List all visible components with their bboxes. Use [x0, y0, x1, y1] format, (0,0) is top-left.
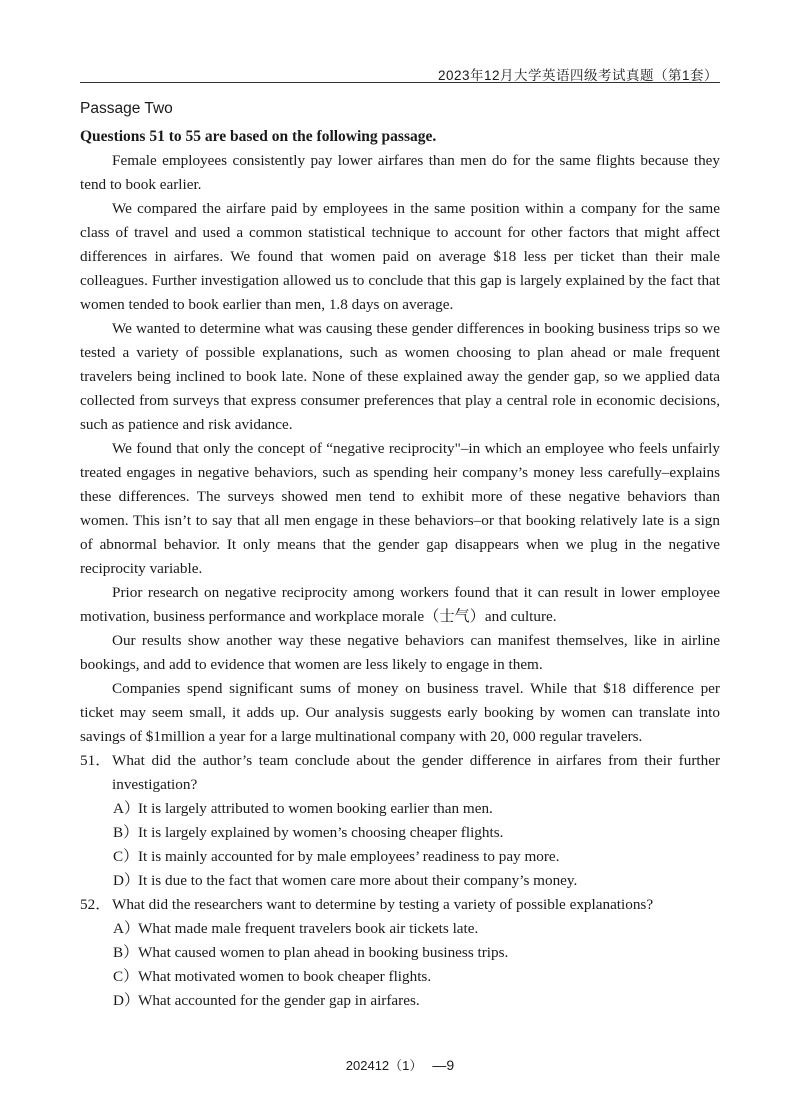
- option-letter: A）: [113, 920, 140, 937]
- question-text: What did the author’s team conclude about the gender difference in airfares from their further investigation?: [112, 752, 720, 793]
- answer-option: [80, 965, 720, 989]
- page-header: [80, 64, 720, 83]
- question-text: What did the researchers want to determine by testing a variety of possible explanations?: [112, 896, 654, 913]
- option-letter: B）: [113, 824, 139, 841]
- page-content: [80, 97, 720, 1013]
- passage-paragraph: Female employees consistently pay lower airfares than men do for the same flights because they tend to book earlier.: [80, 152, 720, 193]
- question-number: 51．: [80, 752, 111, 769]
- option-letter: C）: [113, 848, 139, 865]
- header-title: 2023年12月大学英语四级考试真题（第1套）: [437, 68, 718, 83]
- answer-option: [80, 917, 720, 941]
- answer-option: [80, 989, 720, 1013]
- option-letter: B）: [113, 944, 139, 961]
- passage-paragraph: Prior research on negative reciprocity among workers found that it can result in lower employee motivation, business performance and workplace morale（士气）and culture.: [80, 584, 720, 625]
- question-52: [80, 893, 720, 1013]
- option-letter: D）: [113, 872, 140, 889]
- passage-paragraph: We wanted to determine what was causing these gender differences in booking business trips so we tested a variety of possible explanations, such as women choosing to plan ahead or male frequent travelers being inclined to book late. None of these explained away the gender gap, so we applied data collected from surveys that express consumer preferences that play a central role in economic decisions, such as patience and risk avidance.: [80, 320, 720, 433]
- option-text: It is largely explained by women’s choosing cheaper flights.: [138, 824, 504, 841]
- passage-body: [80, 149, 720, 749]
- page-footer: [0, 1055, 800, 1074]
- question-stem: [80, 749, 720, 797]
- passage-paragraph: Our results show another way these negative behaviors can manifest themselves, like in airline bookings, and add to evidence that women are less likely to engage in them.: [80, 632, 720, 673]
- answer-option: [80, 845, 720, 869]
- option-text: What made male frequent travelers book air tickets late.: [138, 920, 479, 937]
- footer-code: 202412（1）: [345, 1058, 423, 1073]
- passage-paragraph: We found that only the concept of “negative reciprocity"–in which an employee who feels unfairly treated engages in negative behaviors, such as spending heir company’s money less carefully–explains these differences. The surveys showed men tend to exhibit more of these negative behaviors than women. This isn’t to say that all men engage in these behaviors–or that booking relatively late is a sign of abnormal behavior. It only means that the gender gap disappears when we plug in the negative reciprocity variable.: [80, 440, 720, 577]
- option-text: What motivated women to book cheaper flights.: [138, 968, 432, 985]
- question-number: 52．: [80, 896, 111, 913]
- passage-label: Passage Two: [80, 100, 173, 117]
- option-text: What accounted for the gender gap in airfares.: [138, 992, 420, 1009]
- passage-paragraph: We compared the airfare paid by employees in the same position within a company for the same class of travel and used a common statistical technique to account for other factors that might affect differences in airfares. We found that women paid on average $18 less per ticket than their male colleagues. Further investigation allowed us to conclude that this gap is largely explained by the fact that women tended to book earlier than men, 1.8 days on average.: [80, 200, 720, 313]
- passage-instruction: Questions 51 to 55 are based on the following passage.: [80, 128, 437, 145]
- option-letter: C）: [113, 968, 139, 985]
- option-letter: A）: [113, 800, 140, 817]
- answer-option: [80, 797, 720, 821]
- answer-option: [80, 821, 720, 845]
- passage-paragraph: Companies spend significant sums of money on business travel. While that $18 difference per ticket may seem small, it adds up. Our analysis suggests early booking by women can translate into savings of $1million a year for a large multinational company with 20, 000 regular travelers.: [80, 680, 720, 745]
- option-text: It is due to the fact that women care more about their company’s money.: [138, 872, 578, 889]
- option-text: It is mainly accounted for by male employees’ readiness to pay more.: [138, 848, 560, 865]
- option-text: It is largely attributed to women booking earlier than men.: [138, 800, 493, 817]
- question-51: [80, 749, 720, 893]
- question-stem: [80, 893, 720, 917]
- answer-option: [80, 869, 720, 893]
- option-text: What caused women to plan ahead in booking business trips.: [138, 944, 509, 961]
- page-number: —9: [432, 1057, 455, 1073]
- option-letter: D）: [113, 992, 140, 1009]
- answer-option: [80, 941, 720, 965]
